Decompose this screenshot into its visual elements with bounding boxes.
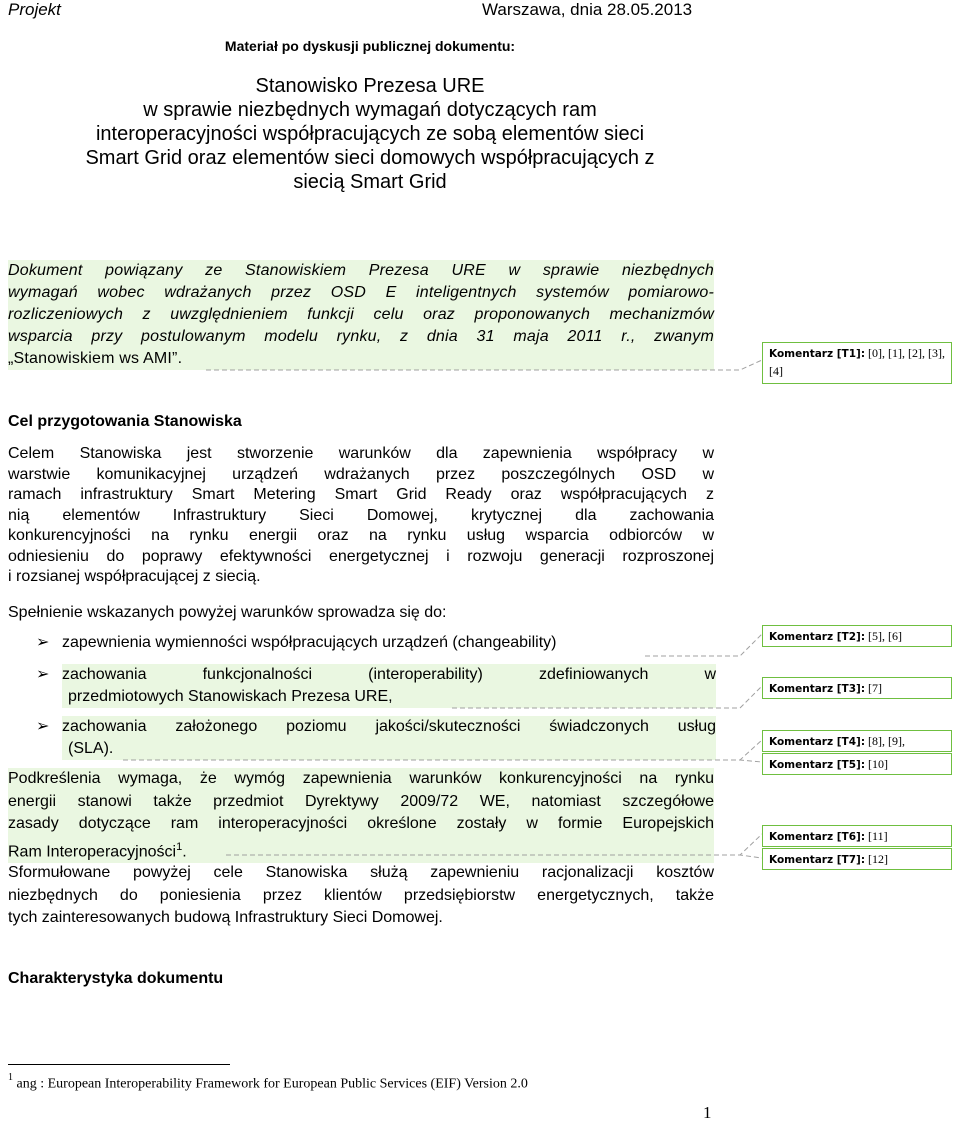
footnote-reference[interactable]: 1 bbox=[176, 840, 183, 853]
paragraph-line: nią elementów Infrastruktury Sieci Domowej, krytycznej dla zachowania bbox=[8, 506, 714, 524]
comment-label: Komentarz [T4]: bbox=[769, 736, 866, 748]
bullet-line[interactable]: (SLA). bbox=[68, 740, 114, 757]
header-date: Warszawa, dnia 28.05.2013 bbox=[482, 0, 693, 19]
comment-refs: [5], [6] bbox=[865, 629, 903, 643]
bullet-line[interactable]: przedmiotowych Stanowiskach Prezesa URE, bbox=[68, 688, 393, 705]
paragraph-line: rozliczeniowych z uwzględnieniem funkcji celu oraz proponowanych mechanizmów bbox=[8, 306, 714, 323]
paragraph-line: Celem Stanowiska jest stworzenie warunków dla zapewnienia współpracy w bbox=[8, 445, 714, 462]
comment-label: Komentarz [T3]: bbox=[769, 683, 866, 695]
comment-connector bbox=[123, 740, 762, 760]
comment-box-t4[interactable] bbox=[762, 730, 952, 752]
paragraph-line: i rozsianej współpracującej z siecią. bbox=[8, 568, 261, 585]
paragraph-line: Sformułowane powyżej cele Stanowiska służą zapewnieniu racjonalizacji kosztów bbox=[8, 864, 714, 881]
paragraph-line: odniesieniu do poprawy efektywności energetycznej i rozwoju generacji rozproszonej bbox=[8, 547, 714, 565]
comment-refs: [0], [1], [2], [3], [4] bbox=[769, 346, 945, 378]
paragraph-line: Dokument powiązany ze Stanowiskiem Prezesa URE w sprawie niezbędnych bbox=[8, 262, 714, 279]
title-line: interoperacyjności współpracujących ze sobą elementów sieci bbox=[95, 123, 645, 145]
comment-label: Komentarz [T6]: bbox=[769, 831, 866, 843]
paragraph-line: wsparcia przy postulowanym modelu rynku, z dnia 31 maja 2011 r., zwanym bbox=[8, 328, 714, 345]
bullet-line[interactable]: zachowania funkcjonalności (interoperability) zdefiniowanych w bbox=[62, 666, 716, 683]
comment-connector bbox=[206, 360, 762, 370]
section-heading-goal: Cel przygotowania Stanowiska bbox=[8, 413, 242, 430]
title-line: Stanowisko Prezesa URE bbox=[255, 75, 485, 97]
comment-connector bbox=[226, 855, 762, 858]
comment-label: Komentarz [T1]: bbox=[769, 348, 866, 360]
title-line: w sprawie niezbędnych wymagań dotyczących ram bbox=[143, 99, 597, 121]
comment-refs: [12] bbox=[865, 852, 889, 866]
paragraph-line: zasady dotyczące ram interoperacyjności określone zostały w formie Europejskich bbox=[8, 815, 714, 832]
arrow-bullet-icon: ➢ bbox=[36, 666, 50, 683]
bullet-text: zapewnienia wymienności współpracujących urządzeń (changeability) bbox=[62, 634, 557, 651]
paragraph-line: „Stanowiskiem ws AMI”. bbox=[8, 350, 183, 367]
comment-box-t5[interactable] bbox=[762, 753, 952, 775]
material-label: Materiał po dyskusji publicznej dokumentu: bbox=[224, 38, 516, 54]
comment-label: Komentarz [T7]: bbox=[769, 854, 866, 866]
comment-label: Komentarz [T5]: bbox=[769, 759, 866, 771]
comment-box-t2[interactable] bbox=[762, 625, 952, 647]
comment-box-t3[interactable] bbox=[762, 677, 952, 699]
page-number: 1 bbox=[703, 1103, 712, 1122]
comment-refs: [7] bbox=[865, 681, 883, 695]
footnote-number: 1 bbox=[8, 1072, 13, 1083]
comment-label: Komentarz [T2]: bbox=[769, 631, 866, 643]
paragraph-line: konkurencyjności na rynku energii oraz na rynku usług wsparcia odbiorców w bbox=[8, 527, 714, 544]
comment-refs: [11] bbox=[865, 829, 888, 843]
comment-box-t6[interactable] bbox=[762, 825, 952, 847]
comment-box-t7[interactable] bbox=[762, 848, 952, 870]
comment-refs: [8], [9], bbox=[865, 734, 906, 748]
paragraph-line: warstwie komunikacyjnej urządzeń wdrażanych przez poszczególnych OSD w bbox=[8, 465, 714, 483]
header-project-label: Projekt bbox=[8, 0, 61, 19]
paragraph-line: tych zainteresowanych budową Infrastruktury Sieci Domowej. bbox=[8, 909, 443, 926]
footnote-text: ang : European Interoperability Framework for European Public Services (EIF) Version 2.0 bbox=[13, 1076, 528, 1092]
comment-connector bbox=[123, 760, 762, 762]
comment-refs: [10] bbox=[865, 757, 889, 771]
title-line: siecią Smart Grid bbox=[293, 171, 447, 193]
comment-box-t1[interactable] bbox=[762, 342, 952, 384]
paragraph-line: ramach infrastruktury Smart Metering Smart Grid Ready oraz współpracujących z bbox=[8, 486, 714, 503]
section-heading-characteristics: Charakterystyka dokumentu bbox=[8, 970, 224, 987]
bullet-line[interactable]: zachowania założonego poziomu jakości/skuteczności świadczonych usług bbox=[62, 718, 716, 735]
conditions-lead: Spełnienie wskazanych powyżej warunków sprowadza się do: bbox=[8, 604, 447, 621]
title-line: Smart Grid oraz elementów sieci domowych współpracujących z bbox=[85, 147, 655, 169]
arrow-bullet-icon: ➢ bbox=[36, 634, 50, 651]
comment-connector bbox=[645, 634, 762, 656]
arrow-bullet-icon: ➢ bbox=[36, 718, 50, 735]
comment-connector bbox=[452, 686, 762, 708]
paragraph-text: Ram Interoperacyjności bbox=[8, 842, 177, 860]
comment-connector bbox=[226, 834, 762, 855]
paragraph-line: Podkreślenia wymaga, że wymóg zapewnienia warunków konkurencyjności na rynku bbox=[8, 770, 714, 787]
paragraph-line: energii stanowi także przedmiot Dyrektywy 2009/72 WE, natomiast szczegółowe bbox=[8, 792, 714, 810]
paragraph-line: wymagań wobec wdrażanych przez OSD E inteligentnych systemów pomiarowo- bbox=[8, 284, 714, 301]
paragraph-end: . bbox=[182, 842, 187, 860]
paragraph-line: niezbędnych do poniesienia przez klientów przedsiębiorstw energetycznych, także bbox=[8, 886, 714, 904]
